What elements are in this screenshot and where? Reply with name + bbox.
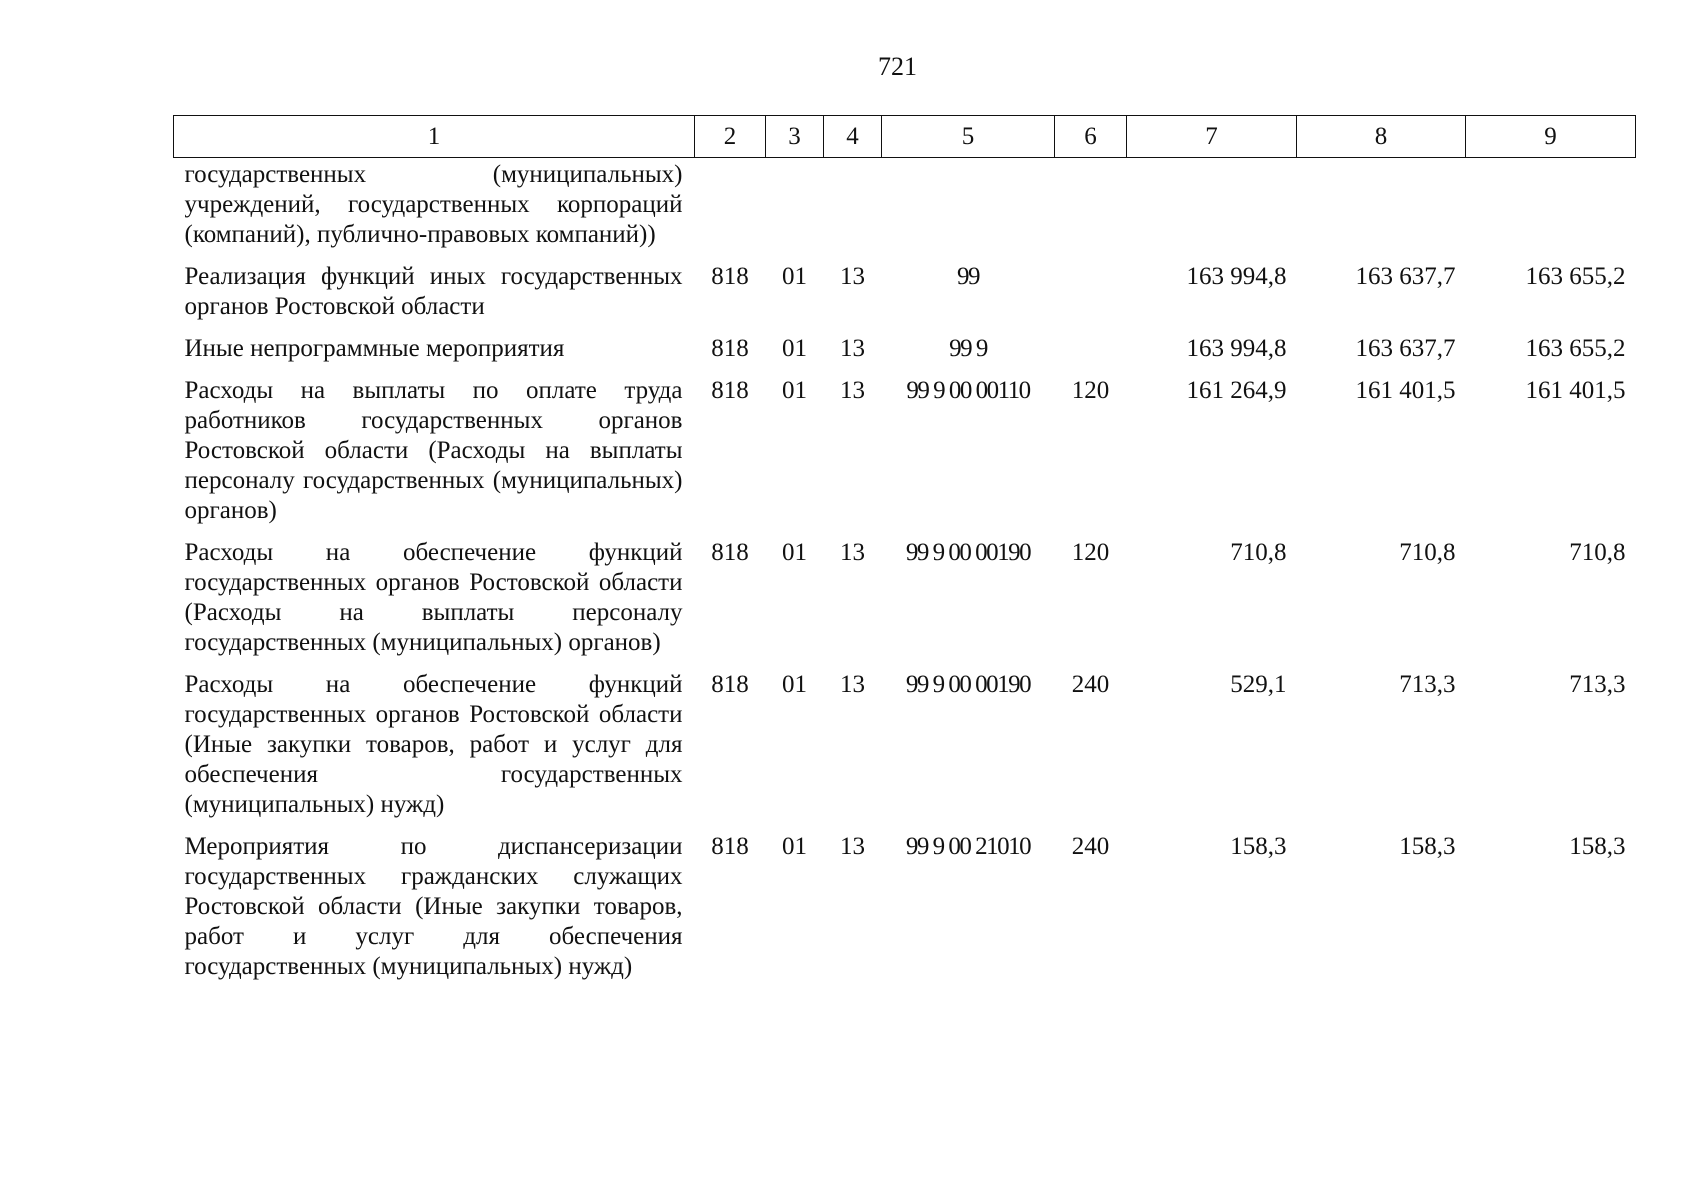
row-description: Мероприятия по диспансеризации государственных гражданских служащих Ростовской области (Иные закупки товаров, работ и услуг для обеспечения государственных (муниципальных) нужд): [184, 833, 683, 980]
cell-ministry-code: 818: [711, 539, 749, 566]
cell-expense-type: 240: [1071, 833, 1110, 860]
table-row: [174, 376, 1636, 538]
cell-expense-type: 240: [1071, 671, 1110, 698]
cell-section: 01: [782, 671, 807, 698]
cell-section: 01: [782, 335, 807, 362]
row-description: Иные непрограммные мероприятия: [184, 335, 565, 362]
row-description: государственных (муниципальных) учреждений, государственных корпораций (компаний), публично-правовых компаний)): [184, 161, 683, 248]
cell-amount-col9: 713,3: [1569, 671, 1626, 698]
column-header-4: 4: [824, 116, 882, 158]
cell-expense-type: 120: [1071, 377, 1110, 404]
cell-subsection: 13: [840, 263, 865, 290]
cell-ministry-code: 818: [711, 335, 749, 362]
column-header-5: 5: [882, 116, 1055, 158]
cell-amount-col8: 713,3: [1399, 671, 1456, 698]
table-row: [174, 158, 1636, 263]
cell-target-code: 99 9 00 00110: [906, 377, 1030, 404]
cell-amount-col7: 163 994,8: [1186, 335, 1287, 362]
cell-subsection: [824, 158, 882, 263]
column-header-2: 2: [695, 116, 766, 158]
cell-amount-col8: 163 637,7: [1355, 263, 1456, 290]
cell-target-code: 99 9: [949, 335, 987, 362]
cell-section: 01: [782, 833, 807, 860]
cell-ministry-code: 818: [711, 377, 749, 404]
column-header-7: 7: [1127, 116, 1297, 158]
cell-amount-col7: 158,3: [1230, 833, 1287, 860]
cell-expense-type: [1055, 334, 1127, 376]
cell-amount-col8: 161 401,5: [1355, 377, 1456, 404]
table-row: [174, 262, 1636, 334]
cell-amount-col7: 163 994,8: [1186, 263, 1287, 290]
cell-ministry-code: 818: [711, 833, 749, 860]
cell-section: 01: [782, 263, 807, 290]
cell-subsection: 13: [840, 335, 865, 362]
cell-expense-type: [1055, 262, 1127, 334]
cell-target-code: 99: [957, 263, 979, 290]
cell-amount-col8: [1297, 158, 1466, 263]
cell-subsection: 13: [840, 539, 865, 566]
cell-amount-col9: 161 401,5: [1525, 377, 1626, 404]
column-header-9: 9: [1466, 116, 1636, 158]
cell-section: 01: [782, 539, 807, 566]
header-row: [174, 116, 1636, 158]
cell-target-code: [882, 158, 1055, 263]
cell-subsection: 13: [840, 833, 865, 860]
column-header-8: 8: [1297, 116, 1466, 158]
cell-target-code: 99 9 00 21010: [905, 833, 1031, 860]
row-description: Расходы на обеспечение функций государственных органов Ростовской области (Расходы на выплаты персоналу государственных (муниципальных) органов): [184, 539, 683, 656]
row-description: Расходы на выплаты по оплате труда работников государственных органов Ростовской области (Расходы на выплаты персоналу государственных (муниципальных) органов): [184, 377, 683, 524]
table-body: [174, 158, 1636, 995]
cell-ministry-code: 818: [711, 263, 749, 290]
cell-amount-col9: 163 655,2: [1525, 335, 1626, 362]
cell-amount-col9: 163 655,2: [1525, 263, 1626, 290]
cell-amount-col9: 710,8: [1569, 539, 1626, 566]
cell-subsection: 13: [840, 671, 865, 698]
table-header: [174, 116, 1636, 158]
cell-section: 01: [782, 377, 807, 404]
cell-target-code: 99 9 00 00190: [905, 671, 1031, 698]
cell-expense-type: 120: [1071, 539, 1110, 566]
row-description: Реализация функций иных государственных органов Ростовской области: [184, 263, 683, 320]
table-row: [174, 538, 1636, 670]
row-description: Расходы на обеспечение функций государственных органов Ростовской области (Иные закупки товаров, работ и услуг для обеспечения государственных (муниципальных) нужд): [184, 671, 683, 818]
column-header-3: 3: [766, 116, 824, 158]
cell-amount-col8: 710,8: [1399, 539, 1456, 566]
cell-target-code: 99 9 00 00190: [905, 539, 1031, 566]
cell-amount-col7: 529,1: [1230, 671, 1287, 698]
cell-amount-col7: [1127, 158, 1297, 263]
cell-amount-col9: [1466, 158, 1636, 263]
column-header-1: 1: [174, 116, 695, 158]
cell-expense-type: [1055, 158, 1127, 263]
cell-ministry-code: 818: [711, 671, 749, 698]
column-header-6: 6: [1055, 116, 1127, 158]
cell-ministry-code: [695, 158, 766, 263]
budget-table: [173, 115, 1636, 994]
cell-amount-col8: 158,3: [1399, 833, 1456, 860]
page-number: 721: [878, 52, 917, 81]
cell-amount-col7: 161 264,9: [1186, 377, 1287, 404]
cell-amount-col9: 158,3: [1569, 833, 1626, 860]
table-row: [174, 832, 1636, 994]
cell-subsection: 13: [840, 377, 865, 404]
cell-amount-col8: 163 637,7: [1355, 335, 1456, 362]
cell-section: [766, 158, 824, 263]
cell-amount-col7: 710,8: [1230, 539, 1287, 566]
table-row: [174, 670, 1636, 832]
table-row: [174, 334, 1636, 376]
